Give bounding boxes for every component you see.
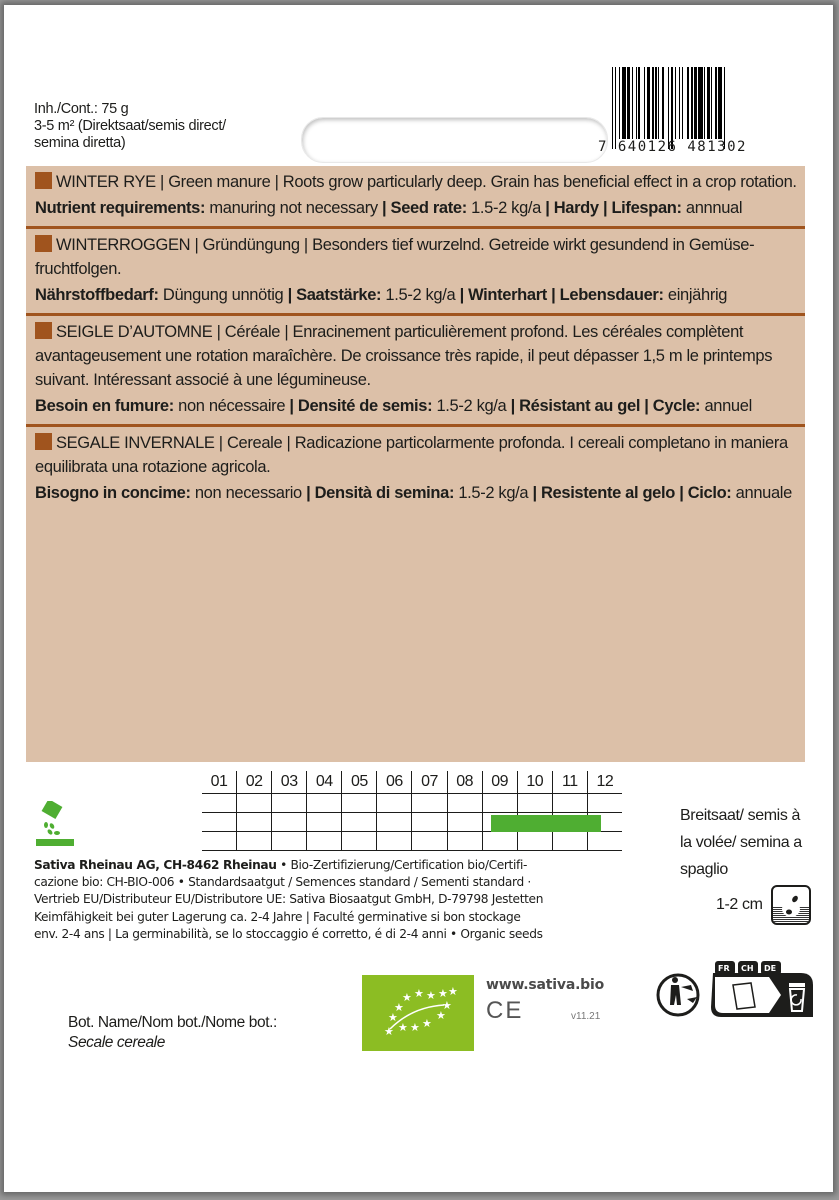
property-label: | Densità di semina:: [306, 484, 455, 502]
month-08: 08: [447, 771, 482, 793]
svg-text:★: ★: [384, 1025, 394, 1038]
calendar-cell: [447, 832, 482, 850]
month-04: 04: [306, 771, 341, 793]
section-properties: [35, 283, 797, 307]
svg-text:★: ★: [410, 1021, 420, 1034]
svg-text:DE: DE: [764, 964, 777, 973]
property-label: Nährstoffbedarf:: [35, 286, 159, 304]
calendar-grid: [202, 793, 622, 850]
eu-organic-logo: [362, 975, 474, 1051]
hang-hole: [301, 117, 608, 163]
property-label: Nutrient requirements:: [35, 199, 206, 217]
property-value: manuring not necessary: [205, 199, 383, 217]
seed-depth-icon: [771, 885, 811, 925]
svg-text:★: ★: [402, 991, 412, 1004]
month-03: 03: [271, 771, 306, 793]
month-05: 05: [341, 771, 376, 793]
calendar-cell: [447, 794, 482, 812]
barcode-number: 7 640126 481302: [598, 139, 747, 155]
section-marker-icon: [35, 433, 52, 450]
calendar-cell: [236, 832, 271, 850]
version-label: v11.21: [571, 1011, 601, 1022]
month-07: 07: [411, 771, 446, 793]
calendar-cell: [447, 813, 482, 831]
svg-text:★: ★: [398, 1021, 408, 1034]
barcode: [598, 67, 802, 157]
calendar-cell: [306, 813, 341, 831]
content-weight: Inh./Cont.: 75 g: [34, 101, 129, 117]
seed-packet-back: [4, 5, 833, 1192]
calendar-cell: [482, 794, 517, 812]
property-label: | Resistente al gelo | Ciclo:: [532, 484, 732, 502]
calendar-row: [202, 832, 622, 851]
svg-text:★: ★: [436, 1009, 446, 1022]
sowing-depth: [716, 885, 811, 925]
calendar-cell: [271, 794, 306, 812]
property-value: annuel: [700, 397, 752, 415]
calendar-cell: [587, 832, 622, 850]
property-label: | Saatstärke:: [287, 286, 382, 304]
calendar-cell: [376, 832, 411, 850]
calendar-row: [202, 794, 622, 813]
calendar-cell: [587, 794, 622, 812]
calendar-cell: [552, 832, 587, 850]
property-value: non necessario: [190, 484, 307, 502]
section-title: SEIGLE D’AUTOMNE: [56, 323, 213, 341]
svg-text:★: ★: [438, 987, 448, 1000]
calendar-cell: [517, 832, 552, 850]
botanical-label: Bot. Name/Nom bot./Nome bot.:: [68, 1014, 277, 1031]
sowing-method: Breitsaat/ semis à la volée/ semina a spaglio: [680, 807, 802, 878]
property-label: Bisogno in concime:: [35, 484, 191, 502]
section-properties: [35, 481, 797, 505]
svg-text:★: ★: [422, 1017, 432, 1030]
company-info: Sativa Rheinau AG, CH-8462 Rheinau • Bio-Zertifizierung/Certification bio/Certifi- cazione bio: CH-BIO-006 • Standardsaatgut / Semences standard / Sementi standard · Vertrieb EU/Distributeur EU/Distributore UE: Sativa Biosaatgut GmbH, D-79798 Jestetten Keimfähigkeit bei guter Lagerung ca. 2-4 Jahre | Faculté germinative si bon stockage env. 2-4 ans | La germinabilità, se lo stoccaggio é corretto, é di 2-4 anni • Organic seeds: [34, 858, 544, 941]
broadcast-sowing-icon: [26, 801, 74, 847]
month-01: 01: [210, 773, 228, 790]
ce-mark: CE: [486, 997, 524, 1024]
section-en: [26, 166, 805, 229]
property-value: 1.5-2 kg/a: [432, 397, 511, 415]
property-label: | Résistant au gel | Cycle:: [510, 397, 701, 415]
month-10: 10: [517, 771, 552, 793]
calendar-cell: [411, 832, 446, 850]
month-02: 02: [236, 771, 271, 793]
section-description: SEIGLE D’AUTOMNE | Céréale | Enracinement particulièrement profond. Les céréales complètent avantageusement une rotation maraîchère. De croissance très rapide, il peut dépasser 1,5 m le printemps suivant. Intéressant associé à une légumineuse.: [35, 323, 773, 389]
calendar-cell: [411, 794, 446, 812]
svg-text:FR: FR: [718, 964, 730, 973]
area-coverage-cont: semina diretta): [34, 135, 126, 151]
property-value: non nécessaire: [173, 397, 290, 415]
property-value: einjährig: [663, 286, 728, 304]
calendar-cell: [306, 832, 341, 850]
section-description: WINTER RYE | Green manure | Roots grow particularly deep. Grain has beneficial effect in a crop rotation.: [35, 170, 797, 194]
section-title: SEGALE INVERNALE: [56, 434, 215, 452]
barcode-bars: [612, 67, 802, 143]
property-value: Düngung unnötig: [158, 286, 288, 304]
property-value: 1.5-2 kg/a: [381, 286, 460, 304]
property-value: annnual: [681, 199, 743, 217]
property-value: 1.5-2 kg/a: [466, 199, 546, 217]
section-fr: [26, 316, 805, 427]
calendar-cell: [306, 794, 341, 812]
calendar-cell: [376, 813, 411, 831]
calendar-cell: [552, 794, 587, 812]
property-label: | Seed rate:: [382, 199, 467, 217]
calendar-cell: [202, 794, 236, 812]
content-info: [34, 101, 226, 152]
calendar-cell: [411, 813, 446, 831]
month-12: 12: [587, 771, 622, 793]
calendar-cell: [376, 794, 411, 812]
section-it: [26, 427, 805, 511]
area-coverage: 3-5 m² (Direktsaat/semis direct/: [34, 118, 226, 134]
section-properties: [35, 394, 797, 418]
month-06: 06: [376, 771, 411, 793]
property-value: annuale: [731, 484, 792, 502]
svg-text:★: ★: [442, 999, 452, 1012]
section-marker-icon: [35, 172, 52, 189]
calendar-cell: [341, 813, 376, 831]
website-link[interactable]: www.sativa.bio: [486, 977, 605, 993]
calendar-cell: [482, 832, 517, 850]
svg-text:★: ★: [414, 987, 424, 1000]
botanical-name: [68, 1013, 277, 1053]
svg-text:CH: CH: [741, 964, 754, 973]
section-title: WINTER RYE: [56, 173, 156, 191]
calendar-cell: [236, 794, 271, 812]
svg-text:★: ★: [394, 1001, 404, 1014]
company-name: Sativa Rheinau AG, CH-8462 Rheinau: [34, 858, 277, 872]
month-11: 11: [552, 771, 587, 793]
svg-text:★: ★: [388, 1011, 398, 1024]
depth-value: 1-2 cm: [716, 896, 763, 913]
svg-text:★: ★: [448, 985, 458, 998]
calendar-months: [202, 771, 622, 793]
property-label: | Winterhart | Lebensdauer:: [459, 286, 664, 304]
calendar-cell: [341, 832, 376, 850]
month-09: 09: [482, 771, 517, 793]
calendar-cell: [202, 832, 236, 850]
sowing-calendar: [202, 771, 622, 850]
section-properties: [35, 196, 797, 220]
calendar-cell: [202, 813, 236, 831]
recycling-info-icon: [651, 955, 826, 1025]
calendar-cell: [341, 794, 376, 812]
section-title: WINTERROGGEN: [56, 236, 191, 254]
calendar-cell: [517, 794, 552, 812]
botanical-value: Secale cereale: [68, 1034, 165, 1051]
section-description: SEGALE INVERNALE | Cereale | Radicazione particolarmente profonda. I cereali completano in maniera equilibrata una rotazione agricola.: [35, 434, 788, 476]
calendar-cell: [236, 813, 271, 831]
svg-text:★: ★: [426, 989, 436, 1002]
sowing-period-bar: [491, 815, 601, 832]
calendar-cell: [271, 832, 306, 850]
section-description: WINTERROGGEN | Gründüngung | Besonders tief wurzelnd. Getreide wirkt gesundend in Gemüse-fruchtfolgen.: [35, 236, 755, 278]
description-panel: [26, 166, 805, 762]
property-value: 1.5-2 kg/a: [454, 484, 533, 502]
property-label: | Densité de semis:: [289, 397, 433, 415]
section-de: [26, 229, 805, 316]
property-label: Besoin en fumure:: [35, 397, 174, 415]
calendar-cell: [271, 813, 306, 831]
property-label: | Hardy | Lifespan:: [545, 199, 682, 217]
section-marker-icon: [35, 235, 52, 252]
section-marker-icon: [35, 322, 52, 339]
